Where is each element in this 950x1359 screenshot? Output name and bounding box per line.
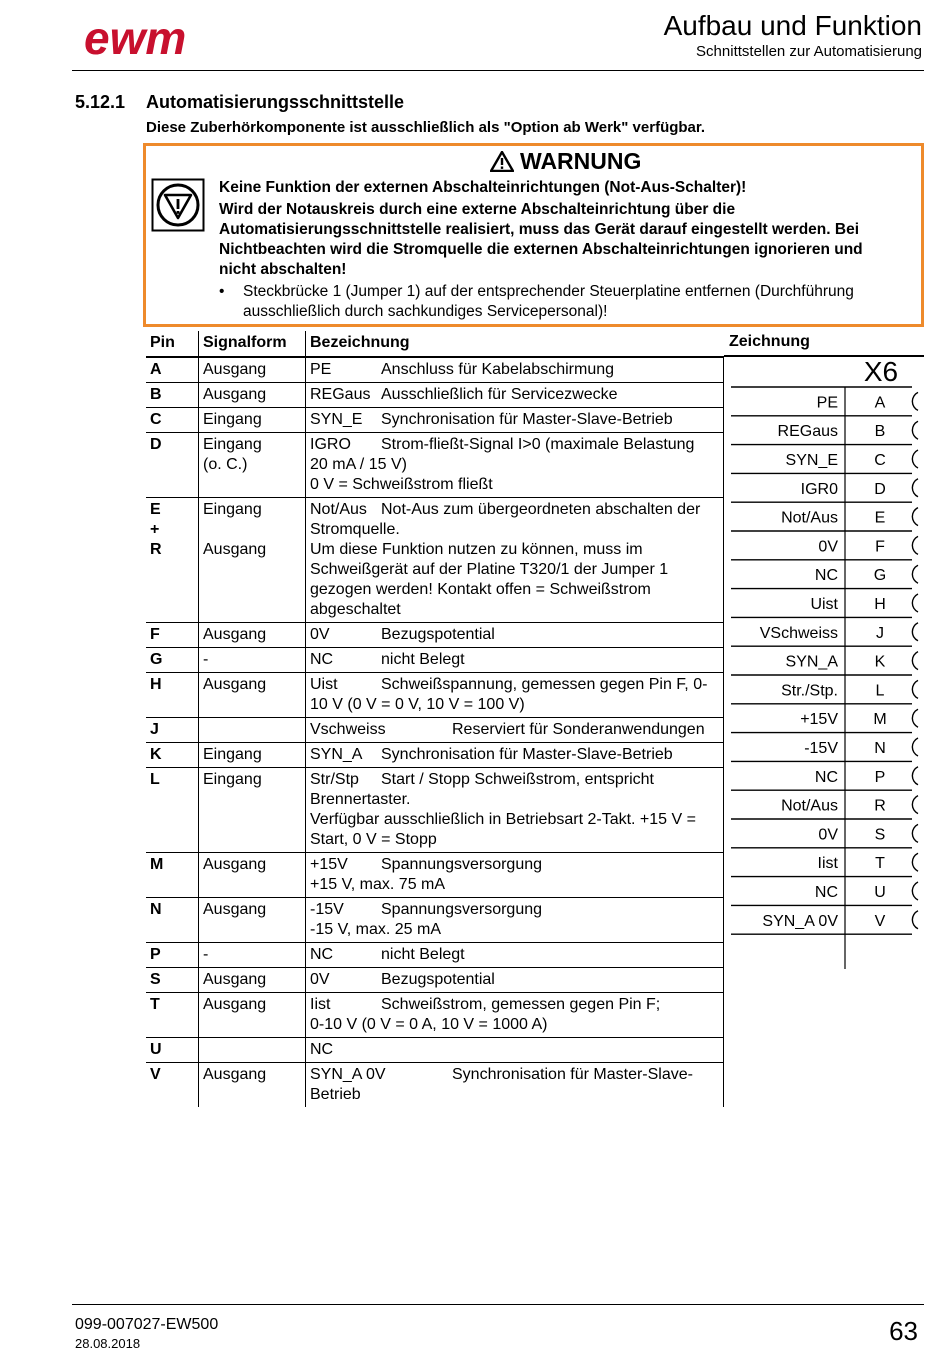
pin-letter: J <box>150 721 159 738</box>
signal-description: Um diese Funktion nutzen zu können, muss im <box>310 541 643 558</box>
signal-description: Bezugspotential <box>381 971 495 988</box>
connector-socket-arc <box>912 652 918 670</box>
warning-bullet-text: Steckbrücke 1 (Jumper 1) auf der entsprechender Steuerplatine entfernen (Durchführung <box>243 283 854 300</box>
connector-socket-arc <box>912 565 918 583</box>
signal-text: Eingang <box>203 771 262 788</box>
table-row <box>146 648 724 673</box>
signal-text: Ausgang <box>203 386 267 403</box>
table-row <box>146 1038 724 1063</box>
col-header-drawing: Zeichnung <box>729 333 810 350</box>
connector-pin-letter: S <box>874 826 886 844</box>
designation-cell <box>306 743 724 768</box>
connector-pin-letter: J <box>876 624 884 642</box>
table-row <box>146 623 724 648</box>
designation-cell <box>306 1063 724 1108</box>
warning-line: nicht abschalten! <box>219 261 347 278</box>
connector-socket-arc <box>912 767 918 785</box>
table-row <box>146 853 724 898</box>
connector-socket-arc <box>912 709 918 727</box>
signal-cell <box>199 623 306 648</box>
connector-pin-letter: B <box>874 423 886 441</box>
signal-text: Ausgang <box>203 856 267 873</box>
col-header-signal: Signalform <box>199 331 306 357</box>
emergency-stop-icon <box>151 178 205 232</box>
pin-letter: G <box>150 651 163 668</box>
signal-code: +15V <box>310 856 348 873</box>
pin-letter: N <box>150 901 162 918</box>
pin-letter: H <box>150 676 162 693</box>
pin-letter: R <box>150 541 162 558</box>
connector-socket-arc <box>912 738 918 756</box>
designation-cell <box>306 718 724 743</box>
connector-socket-arc <box>912 853 918 871</box>
signal-description: Synchronisation für Master-Slave- <box>452 1066 693 1083</box>
connector-pin-letter: G <box>873 567 887 585</box>
pin-table <box>146 331 724 1107</box>
pin-letter: K <box>150 746 162 763</box>
connector-pin-label: SYN_A 0V <box>762 912 838 930</box>
signal-cell <box>199 357 306 383</box>
signal-text: Eingang <box>203 746 262 763</box>
section-title: Automatisierungsschnittstelle <box>146 92 405 112</box>
signal-code: Not/Aus <box>310 501 367 518</box>
signal-description: Verfügbar ausschließlich in Betriebsart 2-Takt. +15 V = <box>310 811 696 828</box>
signal-code: IGRO <box>310 436 351 453</box>
signal-code: Uist <box>310 676 338 693</box>
signal-description: Schweißspannung, gemessen gegen Pin F, 0- <box>381 676 708 693</box>
designation-cell <box>306 968 724 993</box>
table-row <box>146 498 724 623</box>
pin-cell <box>146 673 199 718</box>
signal-description: Start / Stopp Schweißstrom, entspricht <box>381 771 654 788</box>
signal-cell <box>199 648 306 673</box>
connector-x6-diagram <box>726 357 924 969</box>
signal-text: Eingang <box>203 501 262 518</box>
signal-code: SYN_E <box>310 411 363 428</box>
warning-triangle-icon <box>490 151 514 172</box>
signal-cell <box>199 993 306 1038</box>
signal-cell <box>199 743 306 768</box>
signal-description: nicht Belegt <box>381 651 465 668</box>
col-header-pin: Pin <box>146 331 199 357</box>
signal-cell <box>199 433 306 498</box>
table-row <box>146 768 724 853</box>
signal-text <box>203 1040 301 1060</box>
pin-letter: B <box>150 386 162 403</box>
pin-cell <box>146 853 199 898</box>
pin-cell <box>146 1038 199 1063</box>
pin-cell <box>146 357 199 383</box>
pin-letter: C <box>150 411 162 428</box>
signal-description: Betrieb <box>310 1086 361 1103</box>
table-row <box>146 968 724 993</box>
connector-pin-letter: A <box>874 394 886 412</box>
pin-letter: P <box>150 946 161 963</box>
pin-letter: E <box>150 501 161 518</box>
table-row <box>146 357 724 383</box>
page-title: Aufbau und Funktion <box>663 10 922 41</box>
signal-description: Brennertaster. <box>310 791 411 808</box>
connector-socket-arc <box>912 421 918 439</box>
connector-socket-arc <box>912 824 918 842</box>
signal-description: Start, 0 V = Stopp <box>310 831 437 848</box>
signal-cell <box>199 768 306 853</box>
connector-pin-letter: U <box>874 884 886 901</box>
signal-description: Schweißstrom, gemessen gegen Pin F; <box>381 996 661 1013</box>
signal-text: Ausgang <box>203 1066 267 1083</box>
designation-cell <box>306 768 724 853</box>
connector-socket-arc <box>912 796 918 814</box>
page-number: 63 <box>889 1316 918 1346</box>
designation-cell <box>306 993 724 1038</box>
signal-description: Anschluss für Kabelabschirmung <box>381 361 615 378</box>
signal-description: gezogen werden! Kontakt offen = Schweißstrom <box>310 581 651 598</box>
footer-divider <box>72 1304 924 1305</box>
connector-pin-label: REGaus <box>777 423 838 441</box>
connector-pin-label: SYN_E <box>785 452 838 469</box>
designation-cell <box>306 853 724 898</box>
signal-code: 0V <box>310 971 330 988</box>
signal-text: Ausgang <box>203 971 267 988</box>
designation-cell <box>306 357 724 383</box>
pin-cell <box>146 898 199 943</box>
table-row <box>146 943 724 968</box>
pin-cell <box>146 743 199 768</box>
connector-pin-label: Iist <box>817 855 838 873</box>
warning-line: Keine Funktion der externen Abschalteinrichtungen (Not-Aus-Schalter)! <box>219 179 747 196</box>
signal-cell <box>199 408 306 433</box>
connector-pin-label: -15V <box>804 740 838 757</box>
pin-letter: + <box>150 521 160 538</box>
signal-code: SYN_A <box>310 746 363 763</box>
designation-cell <box>306 433 724 498</box>
designation-cell <box>306 623 724 648</box>
connector-pin-label: NC <box>814 567 838 585</box>
pin-cell <box>146 718 199 743</box>
connector-pin-label: Str./Stp. <box>781 682 838 700</box>
pin-letter: U <box>150 1041 162 1058</box>
pin-letter: S <box>150 971 161 988</box>
pin-letter: A <box>150 361 162 378</box>
signal-code: 0V <box>310 626 330 643</box>
document-date: 28.08.2018 <box>75 1336 141 1351</box>
signal-text: Ausgang <box>203 901 267 918</box>
section-note: Diese Zuberhörkomponente ist ausschließlich als "Option ab Werk" verfügbar. <box>146 119 706 136</box>
signal-text: Eingang <box>203 436 262 453</box>
signal-code: SYN_A 0V <box>310 1066 386 1083</box>
connector-pin-letter: F <box>875 538 885 556</box>
signal-description: abgeschaltet <box>310 601 401 618</box>
signal-description: Reserviert für Sonderanwendungen <box>452 721 705 738</box>
signal-description: Spannungsversorgung <box>381 856 543 873</box>
connector-pin-letter: V <box>874 912 886 930</box>
pin-cell <box>146 383 199 408</box>
signal-description: Bezugspotential <box>381 626 495 643</box>
connector-pin-label: +15V <box>800 711 838 729</box>
table-header-row <box>146 331 724 357</box>
connector-pin-label: SYN_A <box>785 653 838 671</box>
signal-text: Eingang <box>203 411 262 428</box>
table-row <box>146 433 724 498</box>
table-body <box>146 357 724 1107</box>
connector-pin-letter: L <box>875 682 885 700</box>
pin-letter: F <box>150 626 160 643</box>
connector-socket-arc <box>912 594 918 612</box>
connector-pin-label: Not/Aus <box>781 797 838 815</box>
signal-cell <box>199 383 306 408</box>
connector-pin-label: 0V <box>818 826 838 844</box>
signal-description: +15 V, max. 75 mA <box>310 876 446 893</box>
table-row <box>146 673 724 718</box>
designation-cell <box>306 1038 724 1063</box>
signal-description: Ausschließlich für Servicezwecke <box>381 386 618 403</box>
pin-cell <box>146 1063 199 1108</box>
connector-pin-label: NC <box>814 768 838 786</box>
connector-pin-letter: T <box>875 855 885 873</box>
signal-code: Str/Stp <box>310 771 359 788</box>
pin-cell <box>146 498 199 623</box>
warning-heading <box>490 148 641 175</box>
connector-socket-arc <box>912 882 918 900</box>
connector-pin-label: Not/Aus <box>781 509 838 527</box>
signal-cell <box>199 498 306 623</box>
ewm-logo <box>84 14 212 62</box>
connector-socket-arc <box>912 623 918 641</box>
connector-pin-label: Uist <box>810 596 838 613</box>
connector-pin-label: IGR0 <box>800 480 838 498</box>
signal-description: Not-Aus zum übergeordneten abschalten der <box>381 501 701 518</box>
signal-text: Ausgang <box>203 676 267 693</box>
signal-code: REGaus <box>310 386 371 403</box>
signal-cell <box>199 718 306 743</box>
warning-line: Wird der Notauskreis durch eine externe Abschalteinrichtung über die <box>219 201 736 218</box>
signal-code: Vschweiss <box>310 721 386 738</box>
connector-socket-arc <box>912 479 918 497</box>
warning-line: Nichtbeachten wird die Stromquelle die externen Abschalteinrichtungen ignorieren und <box>219 241 863 258</box>
section-number: 5.12.1 <box>75 92 126 112</box>
logo-text: ewm <box>84 14 187 62</box>
pin-letter: L <box>150 771 160 788</box>
signal-cell <box>199 853 306 898</box>
designation-cell <box>306 943 724 968</box>
connector-pin-letter: D <box>874 480 886 498</box>
pin-letter: V <box>150 1066 161 1083</box>
signal-cell <box>199 1063 306 1108</box>
table-row <box>146 1063 724 1108</box>
signal-description: nicht Belegt <box>381 946 465 963</box>
page-subtitle: Schnittstellen zur Automatisierung <box>696 43 922 60</box>
signal-description: Synchronisation für Master-Slave-Betrieb <box>381 411 673 428</box>
signal-description: Schweißgerät auf der Platine T320/1 der Jumper 1 <box>310 561 669 578</box>
pin-cell <box>146 968 199 993</box>
connector-socket-arc <box>912 680 918 698</box>
table-row <box>146 743 724 768</box>
pin-letter: T <box>150 996 160 1013</box>
connector-pin-letter: K <box>874 653 886 671</box>
document-id: 099-007027-EW500 <box>75 1316 219 1333</box>
connector-pin-label: NC <box>814 884 838 901</box>
connector-socket-arc <box>912 508 918 526</box>
signal-description: 20 mA / 15 V) <box>310 456 407 473</box>
signal-text: Ausgang <box>203 996 267 1013</box>
col-header-designation: Bezeichnung <box>306 331 724 357</box>
signal-description: Spannungsversorgung <box>381 901 543 918</box>
pin-cell <box>146 768 199 853</box>
designation-cell <box>306 648 724 673</box>
warning-bullet: • <box>219 283 225 300</box>
table-row <box>146 993 724 1038</box>
warning-heading-text: WARNUNG <box>520 148 642 174</box>
table-row <box>146 718 724 743</box>
signal-cell <box>199 968 306 993</box>
signal-description: 10 V (0 V = 0 V, 10 V = 100 V) <box>310 696 525 713</box>
signal-code: NC <box>310 1041 334 1058</box>
connector-pin-letter: C <box>874 452 886 469</box>
signal-code: -15V <box>310 901 344 918</box>
pin-cell <box>146 623 199 648</box>
connector-pin-letter: H <box>874 596 886 613</box>
warning-line: Automatisierungsschnittstelle realisiert, muss das Gerät darauf eingestellt werden. Bei <box>219 221 860 238</box>
designation-cell <box>306 498 724 623</box>
signal-text: Ausgang <box>203 541 267 558</box>
signal-cell <box>199 943 306 968</box>
signal-text <box>203 520 301 540</box>
warning-bullet-text: ausschließlich durch sachkundiges Servicepersonal)! <box>243 303 608 320</box>
pin-cell <box>146 433 199 498</box>
connector-pin-letter: P <box>874 768 886 786</box>
signal-text: - <box>203 651 209 668</box>
signal-description: Strom-fließt-Signal I>0 (maximale Belastung <box>381 436 695 453</box>
signal-description: 0-10 V (0 V = 0 A, 10 V = 1000 A) <box>310 1016 548 1033</box>
pin-letter: M <box>150 856 164 873</box>
header-divider <box>72 70 924 71</box>
connector-pin-letter: M <box>873 711 887 729</box>
designation-cell <box>306 898 724 943</box>
signal-text: - <box>203 946 209 963</box>
signal-text <box>203 720 301 740</box>
connector-pin-letter: E <box>874 509 886 527</box>
signal-cell <box>199 898 306 943</box>
pin-letter: D <box>150 436 162 453</box>
signal-code: PE <box>310 361 332 378</box>
signal-code: Iist <box>310 996 331 1013</box>
connector-socket-arc <box>912 911 918 929</box>
signal-description: Synchronisation für Master-Slave-Betrieb <box>381 746 673 763</box>
pin-cell <box>146 993 199 1038</box>
connector-title: X6 <box>863 357 899 387</box>
table-row <box>146 408 724 433</box>
connector-pin-label: 0V <box>818 538 838 556</box>
connector-pin-label: VSchweiss <box>759 624 838 642</box>
signal-description: 0 V = Schweißstrom fließt <box>310 476 493 493</box>
connector-socket-arc <box>912 392 918 410</box>
signal-cell <box>199 1038 306 1063</box>
signal-code: NC <box>310 946 334 963</box>
designation-cell <box>306 383 724 408</box>
connector-pin-letter: R <box>874 797 886 815</box>
connector-socket-arc <box>912 536 918 554</box>
signal-text: (o. C.) <box>203 456 248 473</box>
signal-cell <box>199 673 306 718</box>
pin-cell <box>146 408 199 433</box>
signal-description: -15 V, max. 25 mA <box>310 921 442 938</box>
connector-pin-label: PE <box>816 394 838 412</box>
signal-code: NC <box>310 651 334 668</box>
connector-pin-letter: N <box>874 740 886 757</box>
signal-text: Ausgang <box>203 361 267 378</box>
signal-description: Stromquelle. <box>310 521 400 538</box>
table-row <box>146 898 724 943</box>
pin-cell <box>146 943 199 968</box>
designation-cell <box>306 408 724 433</box>
connector-socket-arc <box>912 450 918 468</box>
signal-text: Ausgang <box>203 626 267 643</box>
table-row <box>146 383 724 408</box>
designation-cell <box>306 673 724 718</box>
pin-cell <box>146 648 199 673</box>
